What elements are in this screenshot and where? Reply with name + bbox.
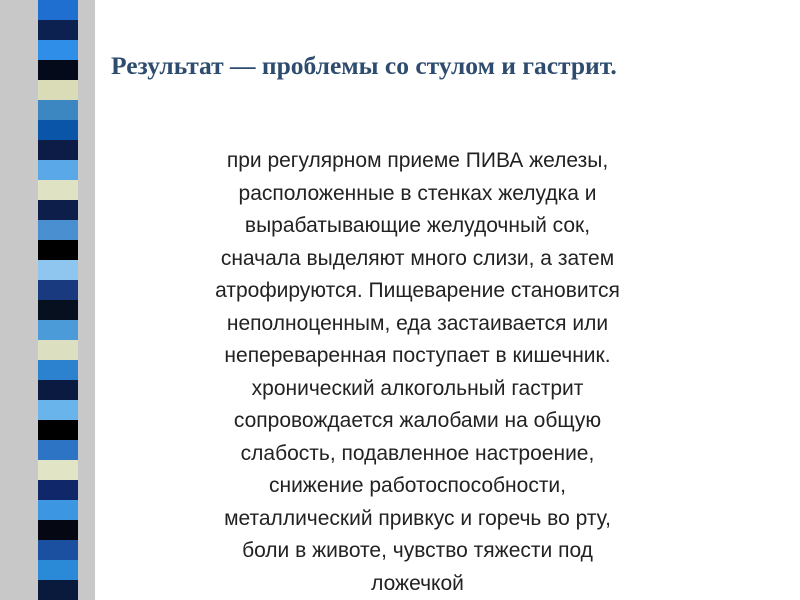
decorative-stripe [38,300,78,320]
decorative-stripe [38,240,78,260]
decorative-stripe [38,440,78,460]
stripe-column [38,0,78,600]
decorative-stripe [38,220,78,240]
decorative-stripe [38,180,78,200]
decorative-stripe [38,0,78,20]
decorative-stripe [38,200,78,220]
decorative-stripe [38,80,78,100]
decorative-stripe [38,160,78,180]
decorative-stripe [38,380,78,400]
decorative-stripe [38,560,78,580]
decorative-stripe [38,100,78,120]
decorative-stripe [38,500,78,520]
decorative-stripe [38,520,78,540]
decorative-stripe [38,40,78,60]
decorative-stripe [38,60,78,80]
decorative-stripe [38,340,78,360]
decorative-stripe [38,280,78,300]
decorative-stripe [38,420,78,440]
decorative-stripe [38,20,78,40]
decorative-stripe [38,480,78,500]
decorative-stripe [38,140,78,160]
decorative-side-strip [0,0,95,600]
decorative-stripe [38,580,78,600]
decorative-stripe [38,320,78,340]
decorative-stripe [38,540,78,560]
decorative-stripe [38,360,78,380]
decorative-stripe [38,120,78,140]
decorative-stripe [38,400,78,420]
slide-body-text: при регулярном приеме ПИВА железы, расположенные в стенках желудка и вырабатывающие желудочный сок, сначала выделяют много слизи, а затем атрофируются. Пищеварение становится неполноценным, еда застаивается или непереваренная поступает в кишечник. хронический алкогольный гастрит сопровождается жалобами на общую слабость, подавленное настроение, снижение работоспособности, металлический привкус и горечь во рту, боли в животе, чувство тяжести под ложечкой [215,149,620,595]
slide-title: Результат — проблемы со стулом и гастрит. [111,51,617,80]
decorative-stripe [38,260,78,280]
decorative-stripe [38,460,78,480]
